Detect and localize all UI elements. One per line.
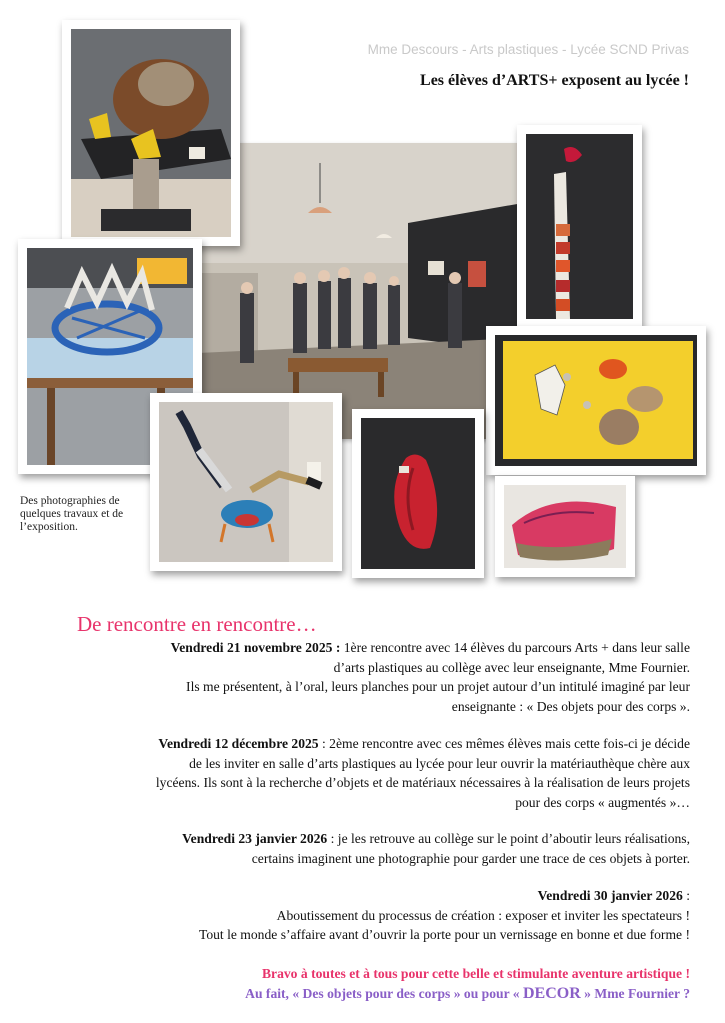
paragraph-line: Tout le monde s’affaire avant d’ouvrir la porte pour un vernissage en bonne et due forme !: [198, 927, 690, 942]
paragraph-line: Ils me présentent, à l’oral, leurs planches pour un projet autour d’un intitulé imaginé par leur: [186, 679, 690, 694]
date-lead: Vendredi 30 janvier 2026: [537, 888, 683, 903]
paragraph-line: certains imaginent une photographie pour garder une trace de ces objets à porter.: [251, 850, 690, 866]
paragraph-line: de les inviter en salle d’arts plastiques au lycée pour leur ouvrir la matériauthèque chère aux: [189, 755, 690, 771]
paragraph-line: enseignante : « Des objets pour des corps ».: [451, 698, 690, 714]
paragraph-line: Aboutissement du processus de création : exposer et inviter les spectateurs !: [276, 907, 690, 923]
artwork-photo-yellow-board: [486, 326, 706, 475]
question-part-a: Au fait, « Des objets pour des corps » ou pour «: [245, 985, 523, 1001]
paragraph-line: :: [682, 888, 690, 903]
paragraph-23-jan: [70, 829, 690, 868]
question-line: [245, 986, 690, 1001]
artwork-photo-woven-object: [495, 476, 635, 577]
paragraph-line: : 2ème rencontre avec ces mêmes élèves mais cette fois-ci je décide: [318, 736, 690, 751]
paragraph-21-nov: [70, 638, 690, 716]
artwork-photo-red-shoe: [352, 409, 484, 578]
paragraph-12-dec: [70, 734, 690, 812]
decor-word: DECOR: [522, 984, 581, 1002]
artwork-photo-feather-sculpture: [62, 20, 240, 246]
section-title: De rencontre en rencontre…: [77, 612, 317, 636]
artwork-photo-paper-strip: [517, 125, 642, 328]
paragraph-line: pour des corps « augmentés »…: [515, 794, 690, 810]
date-lead: Vendredi 23 janvier 2026: [182, 831, 328, 846]
photo-caption: Des photographies de quelques travaux et de l’exposition.: [20, 495, 124, 533]
bravo-line: Bravo à toutes et à tous pour cette belle et stimulante aventure artistique !: [261, 966, 690, 981]
artwork-photo-gloved-costume: [150, 393, 342, 571]
question-part-b: » Mme Fournier ?: [580, 985, 690, 1001]
paragraph-line: lycéens. Ils sont à la recherche d’objets et de matériaux nécessaires à la réalisation de leurs projets: [155, 775, 690, 790]
closing-block: [70, 964, 690, 1003]
date-lead: Vendredi 12 décembre 2025: [158, 736, 319, 751]
paragraph-line: : je les retrouve au collège sur le point d’aboutir leurs réalisations,: [327, 831, 690, 846]
header-line: Mme Descours - Arts plastiques - Lycée SCND Privas: [367, 42, 689, 57]
paragraph-line: d’arts plastiques au collège avec leur enseignante, Mme Fournier.: [333, 659, 690, 675]
paragraph-line: 1ère rencontre avec 14 élèves du parcours Arts + dans leur salle: [340, 640, 690, 655]
paragraph-30-jan: [70, 886, 690, 945]
date-lead: Vendredi 21 novembre 2025 :: [170, 640, 341, 655]
page-title: Les élèves d’ARTS+ exposent au lycée !: [420, 72, 689, 89]
